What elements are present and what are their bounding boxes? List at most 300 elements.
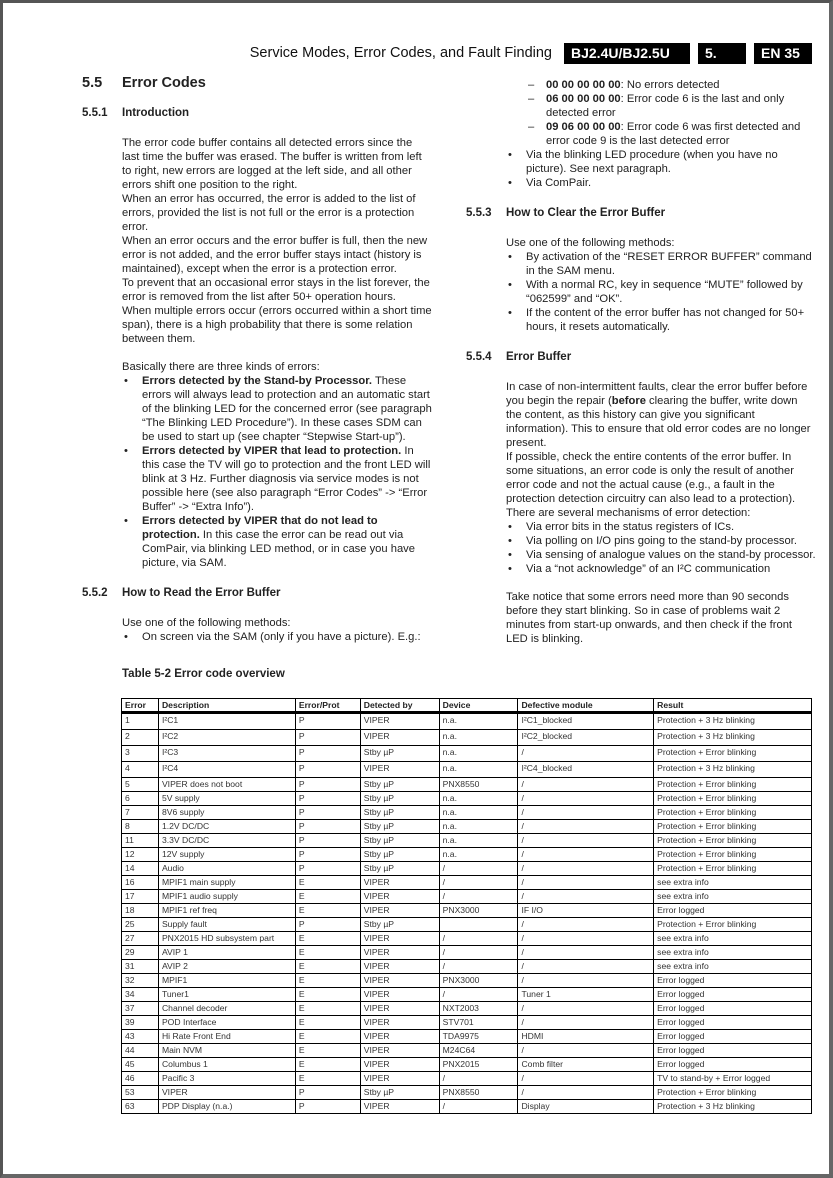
clear-methods-list: [506, 250, 816, 334]
detected-by-cell: Stby µP: [360, 746, 439, 762]
error-code-cell: 44: [122, 1044, 159, 1058]
detection-mechanisms-list: [506, 520, 816, 576]
subsection-title: Introduction: [122, 107, 190, 119]
device-cell: n.a.: [439, 820, 518, 834]
result-cell: Error logged: [654, 1002, 812, 1016]
code: 06 00 00 00 00: [546, 93, 621, 105]
subsection-heading-552: [82, 586, 432, 600]
table-caption: Table 5-2 Error code overview: [122, 668, 285, 680]
defective-module-cell: I²C4_blocked: [518, 762, 654, 778]
detected-by-cell: VIPER: [360, 713, 439, 730]
section-number: 5.5: [82, 75, 103, 91]
error-code-cell: 12: [122, 848, 159, 862]
paragraph: Use one of the following methods:: [506, 237, 675, 249]
defective-module-cell: I²C2_blocked: [518, 730, 654, 746]
description-cell: Hi Rate Front End: [158, 1030, 295, 1044]
list-item: • With a normal RC, key in sequence “MUTE” followed by “062599” and “OK”.: [508, 279, 803, 305]
read-methods-more: [506, 148, 816, 190]
device-cell: n.a.: [439, 713, 518, 730]
error-code-cell: 27: [122, 932, 159, 946]
table-row: [122, 904, 812, 918]
column-header: Detected by: [360, 699, 439, 713]
list-item-text: In this case the error can be read out via ComPair, via blinking LED method, or in case you have picture, via SAM.: [142, 529, 415, 569]
error-code-cell: 43: [122, 1030, 159, 1044]
bold-text: before: [611, 395, 646, 407]
device-cell: TDA9975: [439, 1030, 518, 1044]
code: 09 06 00 00 00: [546, 121, 621, 133]
error-prot-cell: E: [295, 960, 360, 974]
list-item: • Via polling on I/O pins going to the stand-by processor.: [508, 535, 797, 547]
subsection-number: 5.5.4: [466, 351, 492, 363]
read-methods-list: [122, 630, 432, 644]
column-header: Result: [654, 699, 812, 713]
description-cell: Columbus 1: [158, 1058, 295, 1072]
description-cell: Supply fault: [158, 918, 295, 932]
error-prot-cell: E: [295, 988, 360, 1002]
column-header: Description: [158, 699, 295, 713]
detected-by-cell: VIPER: [360, 960, 439, 974]
defective-module-cell: /: [518, 890, 654, 904]
description-cell: 8V6 supply: [158, 806, 295, 820]
defective-module-cell: /: [518, 1086, 654, 1100]
paragraph: When multiple errors occur (errors occurred within a short time span), there is a high probability that there is some relation between them.: [122, 305, 432, 345]
defective-module-cell: /: [518, 834, 654, 848]
list-item-text: If the content of the error buffer has not changed for 50+ hours, it resets automatically.: [526, 307, 805, 333]
detected-by-cell: VIPER: [360, 730, 439, 746]
result-cell: Protection + Error blinking: [654, 778, 812, 792]
description-cell: Tuner1: [158, 988, 295, 1002]
error-prot-cell: P: [295, 792, 360, 806]
error-code-cell: 17: [122, 890, 159, 904]
error-code-cell: 63: [122, 1100, 159, 1114]
text: clearing the buffer, write down the content, as this history can give you significant information). This to ensure that old error codes are no longer present.: [506, 395, 811, 449]
description-cell: VIPER: [158, 1086, 295, 1100]
detected-by-cell: VIPER: [360, 946, 439, 960]
result-cell: Error logged: [654, 1044, 812, 1058]
error-prot-cell: P: [295, 806, 360, 820]
table-row: [122, 746, 812, 762]
description-cell: MPIF1 main supply: [158, 876, 295, 890]
table-row: [122, 792, 812, 806]
error-prot-cell: E: [295, 1044, 360, 1058]
error-code-cell: 29: [122, 946, 159, 960]
device-cell: /: [439, 960, 518, 974]
table-row: [122, 1016, 812, 1030]
result-cell: Protection + 3 Hz blinking: [654, 730, 812, 746]
detected-by-cell: Stby µP: [360, 820, 439, 834]
error-code-cell: 2: [122, 730, 159, 746]
defective-module-cell: /: [518, 1044, 654, 1058]
description-cell: 3.3V DC/DC: [158, 834, 295, 848]
detected-by-cell: Stby µP: [360, 792, 439, 806]
list-item-text: Via error bits in the status registers of ICs.: [526, 521, 735, 533]
device-cell: n.a.: [439, 834, 518, 848]
device-cell: /: [439, 890, 518, 904]
table-row: [122, 806, 812, 820]
table-row: [122, 834, 812, 848]
subsection-number: 5.5.1: [82, 107, 108, 119]
subsection-heading-551: [82, 106, 432, 120]
device-cell: PNX8550: [439, 1086, 518, 1100]
error-buffer-body: [506, 380, 816, 646]
text: In case of non-intermittent faults, clear the error buffer before you begin the repair (: [506, 381, 808, 407]
result-cell: Protection + 3 Hz blinking: [654, 713, 812, 730]
detected-by-cell: Stby µP: [360, 918, 439, 932]
result-cell: Protection + 3 Hz blinking: [654, 762, 812, 778]
defective-module-cell: /: [518, 1072, 654, 1086]
table-row: [122, 1072, 812, 1086]
paragraph: When an error occurs and the error buffer is full, then the new error is not added, and the error buffer stays intact (history is maintained), except when the error is a protection error.: [122, 235, 428, 275]
code: 00 00 00 00 00: [546, 79, 621, 91]
error-code-cell: 3: [122, 746, 159, 762]
error-code-cell: 39: [122, 1016, 159, 1030]
result-cell: Protection + Error blinking: [654, 848, 812, 862]
clear-buffer-body: [506, 236, 816, 334]
table-row: [122, 820, 812, 834]
device-cell: M24C64: [439, 1044, 518, 1058]
column-header: Device: [439, 699, 518, 713]
list-item: – 06 00 00 00 00: Error code 6 is the last and only detected error: [528, 93, 785, 119]
list-item-bold: Errors detected by VIPER that do not lead to protection.: [142, 515, 378, 541]
description-cell: Audio: [158, 862, 295, 876]
device-cell: STV701: [439, 1016, 518, 1030]
error-code-cell: 32: [122, 974, 159, 988]
description-cell: MPIF1: [158, 974, 295, 988]
defective-module-cell: /: [518, 946, 654, 960]
table-row: [122, 918, 812, 932]
error-prot-cell: E: [295, 1058, 360, 1072]
list-item: • Errors detected by the Stand-by Processor. These errors will always lead to protection and an automatic start of the blinking LED for the concerned error (see paragraph “The Blinking LED Procedure”). In these cases SDM can be used to start up (see chapter “Stepwise Start-up”).: [124, 375, 432, 443]
description-cell: MPIF1 audio supply: [158, 890, 295, 904]
defective-module-cell: IF I/O: [518, 904, 654, 918]
subsection-title: Error Buffer: [506, 351, 572, 363]
error-prot-cell: P: [295, 1100, 360, 1114]
error-code-cell: 31: [122, 960, 159, 974]
detected-by-cell: VIPER: [360, 1100, 439, 1114]
error-prot-cell: E: [295, 946, 360, 960]
device-cell: /: [439, 932, 518, 946]
column-header: Defective module: [518, 699, 654, 713]
result-cell: Protection + Error blinking: [654, 792, 812, 806]
defective-module-cell: /: [518, 1016, 654, 1030]
result-cell: Error logged: [654, 974, 812, 988]
subsection-number: 5.5.2: [82, 587, 108, 599]
error-code-cell: 34: [122, 988, 159, 1002]
error-code-cell: 18: [122, 904, 159, 918]
detected-by-cell: Stby µP: [360, 834, 439, 848]
detected-by-cell: Stby µP: [360, 1086, 439, 1100]
detected-by-cell: VIPER: [360, 1030, 439, 1044]
detected-by-cell: VIPER: [360, 1016, 439, 1030]
notice-paragraph: Take notice that some errors need more than 90 seconds before they start blinking. So in case of problems wait 2 minutes from start-up onwards, and then check if the front LED is blinking.: [506, 591, 793, 645]
table-row: [122, 890, 812, 904]
device-cell: /: [439, 946, 518, 960]
header-page-badge: EN 35: [754, 43, 812, 64]
error-kinds-list: [122, 374, 432, 570]
result-cell: see extra info: [654, 960, 812, 974]
list-item-text: By activation of the “RESET ERROR BUFFER” command in the SAM menu.: [526, 251, 812, 277]
description-cell: I²C4: [158, 762, 295, 778]
list-item-text: Via ComPair.: [526, 177, 592, 189]
device-cell: n.a.: [439, 792, 518, 806]
device-cell: /: [439, 988, 518, 1002]
description-cell: VIPER does not boot: [158, 778, 295, 792]
device-cell: PNX3000: [439, 904, 518, 918]
list-item-bold: Errors detected by the Stand-by Processor.: [142, 375, 373, 387]
list-item: • On screen via the SAM (only if you have a picture). E.g.:: [124, 631, 421, 643]
error-prot-cell: P: [295, 713, 360, 730]
detected-by-cell: VIPER: [360, 988, 439, 1002]
error-code-cell: 1: [122, 713, 159, 730]
error-code-cell: 53: [122, 1086, 159, 1100]
table-row: [122, 762, 812, 778]
defective-module-cell: /: [518, 876, 654, 890]
list-item: – 09 06 00 00 00: Error code 6 was first detected and error code 9 is the last detected error: [528, 121, 801, 147]
error-code-cell: 46: [122, 1072, 159, 1086]
error-prot-cell: P: [295, 862, 360, 876]
list-item: • Via ComPair.: [508, 177, 592, 189]
detected-by-cell: VIPER: [360, 762, 439, 778]
result-cell: Error logged: [654, 1058, 812, 1072]
column-header: Error/Prot: [295, 699, 360, 713]
defective-module-cell: I²C1_blocked: [518, 713, 654, 730]
list-item: • Errors detected by VIPER that lead to protection. In this case the TV will go to protection and the front LED will blink at 3 Hz. Further diagnosis via service modes is not possible here (see also paragraph “Error Codes” -> “Error Buffer” -> “Extra Info”).: [124, 445, 431, 513]
device-cell: n.a.: [439, 806, 518, 820]
description-cell: Channel decoder: [158, 1002, 295, 1016]
list-item: • By activation of the “RESET ERROR BUFFER” command in the SAM menu.: [508, 251, 812, 277]
table-header-row: [122, 699, 812, 713]
header-model-badge: BJ2.4U/BJ2.5U PA: [564, 43, 690, 64]
list-item: • If the content of the error buffer has not changed for 50+ hours, it resets automatically.: [508, 307, 805, 333]
paragraph: To prevent that an occasional error stays in the list forever, the error is removed from the list after 50+ operation hours.: [122, 277, 430, 303]
intro-body: [122, 136, 432, 570]
description-cell: PNX2015 HD subsystem part: [158, 932, 295, 946]
description-cell: 12V supply: [158, 848, 295, 862]
list-item-text: Via polling on I/O pins going to the stand-by processor.: [526, 535, 797, 547]
detected-by-cell: Stby µP: [360, 848, 439, 862]
device-cell: /: [439, 862, 518, 876]
result-cell: Protection + Error blinking: [654, 1086, 812, 1100]
defective-module-cell: /: [518, 918, 654, 932]
list-item-text: With a normal RC, key in sequence “MUTE” followed by “062599” and “OK”.: [526, 279, 803, 305]
result-cell: Error logged: [654, 1016, 812, 1030]
error-prot-cell: E: [295, 876, 360, 890]
list-item: • Via error bits in the status registers of ICs.: [508, 521, 735, 533]
error-prot-cell: E: [295, 1002, 360, 1016]
list-item-text: : Error code 6 was first detected and error code 9 is the last detected error: [546, 121, 801, 147]
error-code-cell: 14: [122, 862, 159, 876]
detected-by-cell: VIPER: [360, 1072, 439, 1086]
table-row: [122, 932, 812, 946]
result-cell: Protection + Error blinking: [654, 834, 812, 848]
error-prot-cell: E: [295, 974, 360, 988]
paragraph: When an error has occurred, the error is added to the list of errors, provided the list is not full or the error is a protection error.: [122, 193, 416, 233]
error-code-cell: 8: [122, 820, 159, 834]
device-cell: /: [439, 876, 518, 890]
table-row: [122, 1044, 812, 1058]
result-cell: see extra info: [654, 946, 812, 960]
detected-by-cell: VIPER: [360, 974, 439, 988]
table-row: [122, 848, 812, 862]
device-cell: /: [439, 1100, 518, 1114]
list-item-bold: Errors detected by VIPER that lead to protection.: [142, 445, 402, 457]
error-code-cell: 4: [122, 762, 159, 778]
error-code-cell: 37: [122, 1002, 159, 1016]
detected-by-cell: VIPER: [360, 876, 439, 890]
table-row: [122, 988, 812, 1002]
defective-module-cell: /: [518, 848, 654, 862]
defective-module-cell: Display: [518, 1100, 654, 1114]
header-chapter-badge: 5.: [698, 43, 746, 64]
list-item-text: : No errors detected: [620, 79, 720, 91]
description-cell: I²C2: [158, 730, 295, 746]
column-header: Error: [122, 699, 159, 713]
table-row: [122, 974, 812, 988]
sam-examples-list: [526, 78, 816, 148]
table-row: [122, 713, 812, 730]
list-item: • Errors detected by VIPER that do not lead to protection. In this case the error can be read out via ComPair, via blinking LED method, or in case you have picture, via SAM.: [124, 515, 415, 569]
defective-module-cell: /: [518, 806, 654, 820]
error-prot-cell: P: [295, 746, 360, 762]
description-cell: POD Interface: [158, 1016, 295, 1030]
error-code-cell: 16: [122, 876, 159, 890]
result-cell: Protection + Error blinking: [654, 918, 812, 932]
table-row: [122, 960, 812, 974]
table-row: [122, 778, 812, 792]
device-cell: NXT2003: [439, 1002, 518, 1016]
device-cell: n.a.: [439, 730, 518, 746]
error-code-cell: 5: [122, 778, 159, 792]
result-cell: Protection + Error blinking: [654, 746, 812, 762]
description-cell: 1.2V DC/DC: [158, 820, 295, 834]
description-cell: I²C1: [158, 713, 295, 730]
list-item-text: On screen via the SAM (only if you have a picture). E.g.:: [142, 631, 421, 643]
error-prot-cell: E: [295, 904, 360, 918]
right-column: [466, 78, 816, 646]
defective-module-cell: Comb filter: [518, 1058, 654, 1072]
table-row: [122, 1058, 812, 1072]
defective-module-cell: /: [518, 960, 654, 974]
error-prot-cell: E: [295, 932, 360, 946]
detected-by-cell: Stby µP: [360, 778, 439, 792]
list-item: • Via a “not acknowledge” of an I²C communication: [508, 563, 771, 575]
defective-module-cell: Tuner 1: [518, 988, 654, 1002]
error-code-cell: 11: [122, 834, 159, 848]
error-prot-cell: P: [295, 848, 360, 862]
error-prot-cell: P: [295, 762, 360, 778]
error-code-cell: 25: [122, 918, 159, 932]
table-row: [122, 730, 812, 746]
detected-by-cell: VIPER: [360, 1058, 439, 1072]
error-prot-cell: E: [295, 1072, 360, 1086]
result-cell: Protection + Error blinking: [654, 862, 812, 876]
defective-module-cell: /: [518, 778, 654, 792]
result-cell: Protection + Error blinking: [654, 820, 812, 834]
defective-module-cell: /: [518, 746, 654, 762]
error-code-table: [121, 698, 812, 1114]
device-cell: PNX8550: [439, 778, 518, 792]
error-prot-cell: P: [295, 834, 360, 848]
list-item-text: In this case the TV will go to protection and the front LED will blink at 3 Hz. Further diagnosis via service modes is not possible here (see also paragraph “Error Codes” -> “Error Buffer” -> “Extra Info”).: [142, 445, 431, 513]
description-cell: 5V supply: [158, 792, 295, 806]
table-row: [122, 1030, 812, 1044]
list-item: • Via sensing of analogue values on the stand-by processor.: [508, 549, 816, 561]
defective-module-cell: /: [518, 862, 654, 876]
list-item-text: : Error code 6 is the last and only detected error: [546, 93, 785, 119]
device-cell: n.a.: [439, 762, 518, 778]
description-cell: AVIP 1: [158, 946, 295, 960]
detected-by-cell: VIPER: [360, 1002, 439, 1016]
error-code-cell: 7: [122, 806, 159, 820]
result-cell: see extra info: [654, 876, 812, 890]
device-cell: [439, 918, 518, 932]
detected-by-cell: VIPER: [360, 1044, 439, 1058]
list-item-text: Via sensing of analogue values on the stand-by processor.: [526, 549, 816, 561]
defective-module-cell: HDMI: [518, 1030, 654, 1044]
defective-module-cell: /: [518, 974, 654, 988]
list-item: • Via the blinking LED procedure (when you have no picture). See next paragraph.: [508, 149, 778, 175]
detected-by-cell: VIPER: [360, 890, 439, 904]
error-prot-cell: P: [295, 1086, 360, 1100]
result-cell: Protection + 3 Hz blinking: [654, 1100, 812, 1114]
paragraph: Use one of the following methods:: [122, 617, 291, 629]
error-prot-cell: P: [295, 778, 360, 792]
description-cell: PDP Display (n.a.): [158, 1100, 295, 1114]
device-cell: PNX3000: [439, 974, 518, 988]
detected-by-cell: Stby µP: [360, 806, 439, 820]
table-body: [122, 713, 812, 1114]
result-cell: Error logged: [654, 988, 812, 1002]
defective-module-cell: /: [518, 932, 654, 946]
detected-by-cell: VIPER: [360, 904, 439, 918]
description-cell: I²C3: [158, 746, 295, 762]
error-prot-cell: P: [295, 730, 360, 746]
paragraph: Basically there are three kinds of errors:: [122, 361, 320, 373]
error-prot-cell: P: [295, 918, 360, 932]
list-item: – 00 00 00 00 00: No errors detected: [528, 79, 720, 91]
error-code-cell: 6: [122, 792, 159, 806]
error-prot-cell: P: [295, 820, 360, 834]
error-code-cell: 45: [122, 1058, 159, 1072]
paragraph: The error code buffer contains all detected errors since the last time the buffer was erased. The buffer is written from left to right, new errors are logged at the left side, and all other errors shift one position to the right.: [122, 137, 422, 191]
result-cell: TV to stand-by + Error logged: [654, 1072, 812, 1086]
paragraph: If possible, check the entire contents of the error buffer. In some situations, an error code is only the result of another error code and not the actual cause (e.g., a fault in the protection detection circuitry can also lead to a protection).: [506, 451, 796, 505]
device-cell: PNX2015: [439, 1058, 518, 1072]
result-cell: Error logged: [654, 1030, 812, 1044]
defective-module-cell: /: [518, 792, 654, 806]
subsection-heading-554: [466, 350, 816, 364]
defective-module-cell: /: [518, 1002, 654, 1016]
list-item-text: These errors will always lead to protection and an automatic start of the blinking LED for the concerned error (see paragraph “The Blinking LED Procedure”). In these cases SDM can be used to start up (see chapter “Stepwise Start-up”).: [142, 375, 432, 443]
list-item-text: Via the blinking LED procedure (when you have no picture). See next paragraph.: [526, 149, 778, 175]
error-prot-cell: E: [295, 890, 360, 904]
header-title: Service Modes, Error Codes, and Fault Finding: [249, 45, 552, 61]
result-cell: see extra info: [654, 890, 812, 904]
result-cell: see extra info: [654, 932, 812, 946]
defective-module-cell: /: [518, 820, 654, 834]
table-row: [122, 1100, 812, 1114]
list-item-text: Via a “not acknowledge” of an I²C communication: [526, 563, 771, 575]
error-prot-cell: E: [295, 1016, 360, 1030]
result-cell: Error logged: [654, 904, 812, 918]
section-title: Error Codes: [122, 75, 206, 91]
subsection-title: How to Clear the Error Buffer: [506, 207, 666, 219]
left-column: [82, 76, 432, 644]
read-buffer-body: [122, 616, 432, 644]
table-row: [122, 1086, 812, 1100]
result-cell: Protection + Error blinking: [654, 806, 812, 820]
error-prot-cell: E: [295, 1030, 360, 1044]
